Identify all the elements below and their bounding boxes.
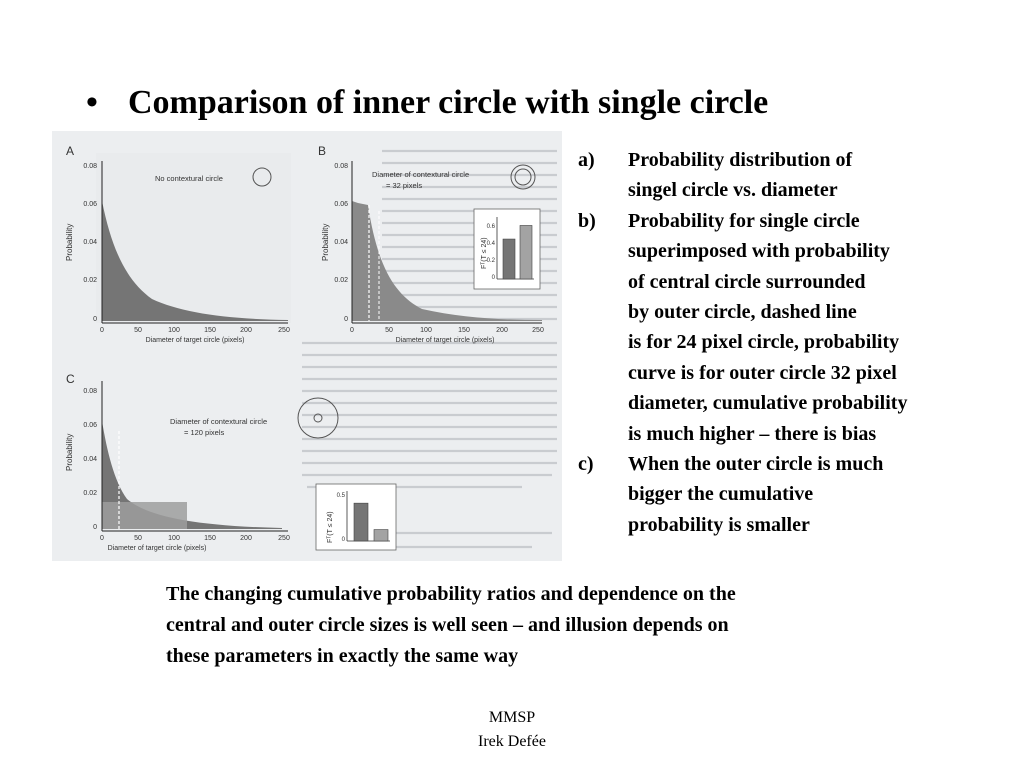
panel-c-xtick: 250 xyxy=(278,535,290,542)
panel-b-xtick: 100 xyxy=(420,327,432,334)
caption-line: central and outer circle sizes is well seen – and illusion depends on xyxy=(166,614,729,636)
panel-a-xlabel: Diameter of target circle (pixels) xyxy=(145,337,245,344)
panel-b-ytick: 0.02 xyxy=(334,277,348,284)
panel-c-ytick: 0.08 xyxy=(83,388,97,395)
panel-b-ytick: 0.08 xyxy=(334,163,348,170)
panel-c-ylabel: Probability xyxy=(65,433,74,471)
panel-b-ylabel: Probability xyxy=(321,223,330,261)
panel-a-ytick: 0.06 xyxy=(83,201,97,208)
item-line: probability is smaller xyxy=(628,513,810,536)
explanation-item-c xyxy=(578,449,1018,540)
panel-c-xtick: 150 xyxy=(204,535,216,542)
panel-c-letter: C xyxy=(66,372,75,386)
caption-line: these parameters in exactly the same way xyxy=(166,645,519,667)
panel-b-inset xyxy=(474,209,540,289)
footer-author: Irek Defée xyxy=(478,733,546,750)
panel-c-inset-bar-context xyxy=(374,530,388,541)
panel-a-xtick: 50 xyxy=(134,327,142,334)
panel-a-xtick: 200 xyxy=(240,327,252,334)
panel-a-letter: A xyxy=(66,144,75,158)
panel-a-ylabel: Probability xyxy=(65,223,74,261)
panel-a-xtick: 150 xyxy=(204,327,216,334)
panel-c-ytick: 0.02 xyxy=(83,490,97,497)
item-marker: b) xyxy=(578,209,596,232)
panel-c-xtick: 0 xyxy=(100,535,104,542)
probability-figure xyxy=(52,131,562,561)
panel-a-xtick: 0 xyxy=(100,327,104,334)
explanation-item-b xyxy=(578,206,1018,449)
panel-b-xtick: 200 xyxy=(496,327,508,334)
panel-b-xtick: 150 xyxy=(458,327,470,334)
title-text: Comparison of inner circle with single circle xyxy=(128,84,769,121)
summary-caption xyxy=(166,579,926,672)
panel-a-xtick: 250 xyxy=(278,327,290,334)
panel-b-xtick: 250 xyxy=(532,327,544,334)
item-marker: c) xyxy=(578,453,594,476)
panel-c-xtick: 200 xyxy=(240,535,252,542)
panel-c-xtick: 50 xyxy=(134,535,142,542)
footer-course: MMSP xyxy=(488,709,536,726)
panel-c-xlabel: Diameter of target circle (pixels) xyxy=(107,545,207,552)
item-line: of central circle surrounded xyxy=(628,270,866,293)
item-line: Probability for single circle xyxy=(628,209,860,232)
panel-a-annotation: No contextural circle xyxy=(155,174,223,183)
item-line: is for 24 pixel circle, probability xyxy=(628,331,900,354)
panel-c-xtick: 100 xyxy=(168,535,180,542)
item-line: superimposed with probability xyxy=(628,240,890,263)
panel-a-xtick: 100 xyxy=(168,327,180,334)
item-line: curve is for outer circle 32 pixel xyxy=(628,361,897,384)
panel-c-ytick: 0 xyxy=(93,524,97,531)
panel-c-inset-tick: 0.5 xyxy=(336,493,345,499)
panel-b-xlabel: Diameter of target circle (pixels) xyxy=(395,337,495,344)
item-line: is much higher – there is bias xyxy=(628,422,877,445)
panel-c-ytick: 0.06 xyxy=(83,422,97,429)
panel-b-annotation-line2: = 32 pixels xyxy=(386,181,423,190)
panel-b-inset-bar-context xyxy=(520,225,532,279)
panel-b-xtick: 0 xyxy=(350,327,354,334)
item-line: singel circle vs. diameter xyxy=(628,179,838,202)
panel-b-inset-tick: 0 xyxy=(491,275,495,281)
panel-b-inset-tick: 0.4 xyxy=(486,241,495,247)
panel-b-ytick: 0.06 xyxy=(334,201,348,208)
item-line: Probability distribution of xyxy=(628,149,853,171)
panel-a-ytick: 0 xyxy=(93,316,97,323)
item-line: diameter, cumulative probability xyxy=(628,392,908,415)
panel-b-inset-ylabel: Fᵀ(T ≤ 24) xyxy=(481,237,488,269)
panel-a xyxy=(65,144,291,344)
panel-b-letter: B xyxy=(318,144,327,158)
panel-b-ytick: 0.04 xyxy=(334,239,348,246)
explanation-item-a xyxy=(578,145,1018,206)
panel-c-inset-bar-single xyxy=(354,503,368,541)
item-line: When the outer circle is much xyxy=(628,453,884,476)
panel-c-inset-ylabel: Fᵀ(T ≤ 24) xyxy=(327,511,334,543)
panel-b-annotation-line1: Diameter of contextural circle xyxy=(372,170,470,179)
panel-c-context-region xyxy=(102,502,187,529)
panel-a-ytick: 0.04 xyxy=(83,239,97,246)
slide-title xyxy=(86,84,768,122)
panel-c-ytick: 0.04 xyxy=(83,456,97,463)
panel-b-ytick: 0 xyxy=(344,316,348,323)
panel-b-inset-tick: 0.2 xyxy=(486,258,495,264)
panel-b-inset-tick: 0.6 xyxy=(486,224,495,230)
caption-line: The changing cumulative probability ratios and dependence on the xyxy=(166,583,736,605)
panel-c-inset xyxy=(316,484,396,550)
item-line: by outer circle, dashed line xyxy=(628,301,857,324)
panel-c-annotation-line2: = 120 pixels xyxy=(184,428,225,437)
panel-c-inset-tick: 0 xyxy=(341,537,345,543)
panel-b-xtick: 50 xyxy=(385,327,393,334)
panel-b-inset-bar-single xyxy=(503,239,515,279)
explanation-list xyxy=(578,145,1018,540)
item-marker: a) xyxy=(578,149,595,171)
panel-a-ytick: 0.08 xyxy=(83,163,97,170)
item-line: bigger the cumulative xyxy=(628,483,814,506)
title-bullet: • xyxy=(86,84,98,121)
panel-c-annotation-line1: Diameter of contextural circle xyxy=(170,417,268,426)
panel-a-ytick: 0.02 xyxy=(83,277,97,284)
